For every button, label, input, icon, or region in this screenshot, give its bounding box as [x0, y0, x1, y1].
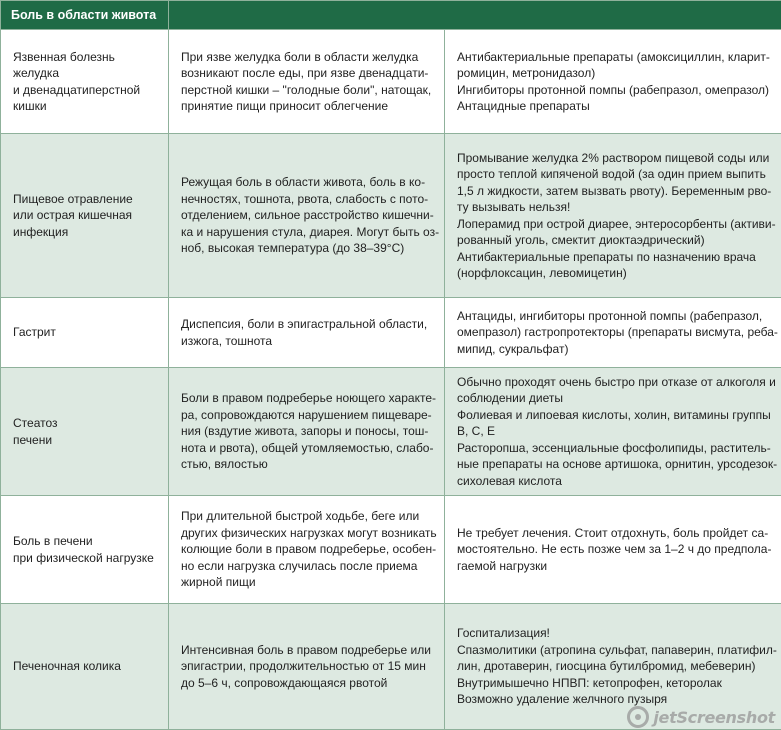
symptoms-cell: При длительной быстрой ходьбе, беге или других физических нагрузках могут возникать колющие боли в правом подреберье, особен- но если нагрузка случилась после приема жирной пищи [169, 496, 445, 604]
table-row [1, 134, 781, 298]
treatment-cell: Обычно проходят очень быстро при отказе от алкоголя и соблюдении диеты Фолиевая и липоевая кислоты, холин, витамины группы В, С, Е Расторопша, эссенциальные фосфолипиды, раститель- ные препараты на основе артишока, орнитин, урсодезок- сихолевая кислота [445, 368, 781, 496]
condition-cell: Пищевое отравление или острая кишечная инфекция [1, 134, 169, 298]
table-row [1, 368, 781, 496]
condition-cell: Боль в печени при физической нагрузке [1, 496, 169, 604]
treatment-cell: Антациды, ингибиторы протонной помпы (рабепразол, омепразол) гастропротекторы (препараты висмута, реба- мипид, сукральфат) [445, 298, 781, 368]
camera-lens-icon [627, 706, 649, 728]
symptoms-cell: Боли в правом подреберье ноющего характе- ра, сопровождаются нарушением пищеваре- ния (вздутие живота, запоры и поносы, тош- нота и рвота), общей утомляемостью, слабо- стью, вялостью [169, 368, 445, 496]
treatment-cell: Промывание желудка 2% раствором пищевой соды или просто теплой кипяченой водой (за один прием выпить 1,5 л жидкости, затем вызвать рвоту). Беременным рво- ту вызывать нельзя! Лоперамид при острой диарее, энтеросорбенты (активи- рованный уголь, смектит диоктаэдрический) Антибактериальные препараты по назначению врача (норфлоксацин, левомицетин) [445, 134, 781, 298]
watermark-text: jetScreenshot [653, 707, 775, 727]
symptoms-cell: При язве желудка боли в области желудка возникают после еды, при язве двенадцати- перстной кишки – "голодные боли", натощак, принятие пищи приносит облегчение [169, 30, 445, 134]
table-header-title: Боль в области живота [1, 1, 169, 30]
condition-cell: Гастрит [1, 298, 169, 368]
header-row [1, 1, 781, 30]
condition-cell: Печеночная колика [1, 604, 169, 730]
symptoms-cell: Интенсивная боль в правом подреберье или эпигастрии, продолжительностью от 15 мин до 5–6 ч, сопровождающаяся рвотой [169, 604, 445, 730]
table-row [1, 496, 781, 604]
symptoms-cell: Диспепсия, боли в эпигастральной области, изжога, тошнота [169, 298, 445, 368]
treatment-cell: Госпитализация! Спазмолитики (атропина сульфат, папаверин, платифил- лин, дротаверин, гиосцина бутилбромид, мебеверин) Внутримышечно НПВП: кетопрофен, кеторолак Возможно удаление желчного пузыря [445, 604, 781, 730]
symptoms-cell: Режущая боль в области живота, боль в ко- нечностях, тошнота, рвота, слабость с пото- отделением, сильное расстройство кишечни- ка и нарушения стула, диарея. Могут быть оз- ноб, высокая температура (до 38–39°С) [169, 134, 445, 298]
treatment-cell: Антибактериальные препараты (амоксициллин, кларит- ромицин, метронидазол) Ингибиторы протонной помпы (рабепразол, омепразол) Антацидные препараты [445, 30, 781, 134]
watermark [627, 706, 775, 728]
table-row [1, 30, 781, 134]
condition-cell: Язвенная болезнь желудка и двенадцатиперстной кишки [1, 30, 169, 134]
table-header-blank [169, 1, 781, 30]
treatment-cell: Не требует лечения. Стоит отдохнуть, боль пройдет са- мостоятельно. Не есть позже чем за 1–2 ч до предпола- гаемой нагрузки [445, 496, 781, 604]
table-row [1, 298, 781, 368]
condition-cell: Стеатоз печени [1, 368, 169, 496]
